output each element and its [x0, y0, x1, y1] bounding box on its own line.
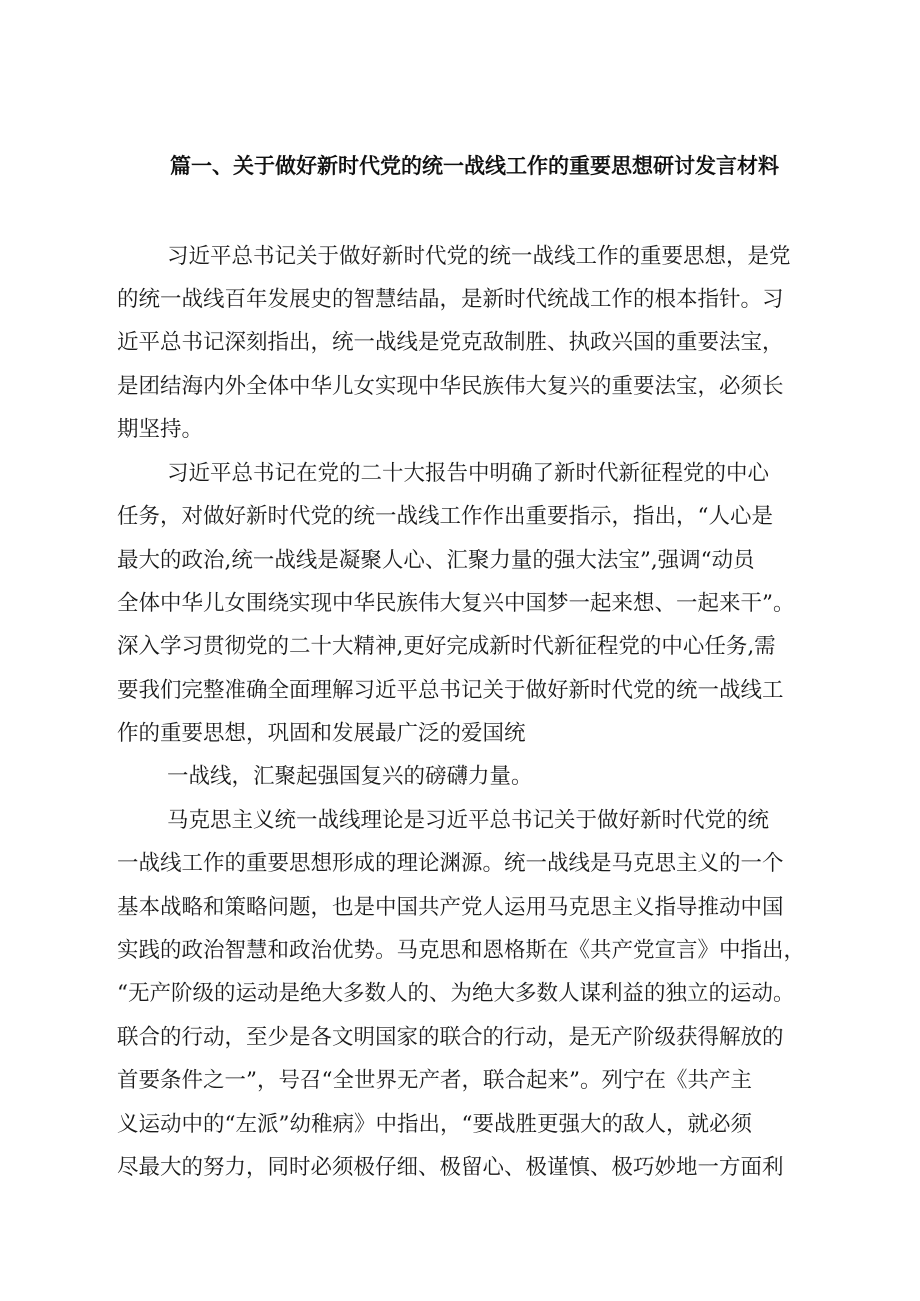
paragraph-4-line-6: 联合的行动，至少是各文明国家的联合的行动，是无产阶级获得解放的 — [117, 1025, 784, 1050]
paragraph-2-line-7: 作的重要思想，巩固和发展最广泛的爱国统 — [117, 721, 526, 746]
paragraph-1-line-4: 是团结海内外全体中华儿女实现中华民族伟大复兴的重要法宝，必须长 — [117, 374, 784, 399]
paragraph-4-line-2: 一战线工作的重要思想形成的理论渊源。统一战线是马克思主义的一个 — [117, 851, 784, 876]
paragraph-2-line-1: 习近平总书记在党的二十大报告中明确了新时代新征程党的中心 — [167, 461, 770, 486]
paragraph-3-line-1: 一战线，汇聚起强国复兴的磅礴力量。 — [167, 764, 533, 789]
paragraph-2-line-2: 任务，对做好新时代党的统一战线工作作出重要指示，指出，“人心是 — [117, 504, 773, 529]
paragraph-2-line-3: 最大的政治,统一战线是凝聚人心、汇聚力量的强大法宝”,强调“动员 — [117, 548, 755, 573]
paragraph-4-line-7: 首要条件之一”，号召“全世界无产者，联合起来”。列宁在《共产主 — [117, 1068, 752, 1093]
paragraph-4-line-4: 实践的政治智慧和政治优势。马克思和恩格斯在《共产党宣言》中指出， — [117, 938, 806, 963]
paragraph-1-line-1: 习近平总书记关于做好新时代党的统一战线工作的重要思想，是党 — [167, 244, 791, 269]
paragraph-4-line-9: 尽最大的努力，同时必须极仔细、极留心、极谨慎、极巧妙地一方面利 — [117, 1155, 784, 1180]
paragraph-4-line-8: 义运动中的“左派”幼稚病》中指出，“要战胜更强大的敌人，就必须 — [117, 1112, 752, 1137]
document-title: 篇一、关于做好新时代党的统一战线工作的重要思想研讨发言材料 — [170, 154, 779, 178]
paragraph-2-line-4: 全体中华儿女围绕实现中华民族伟大复兴中国梦一起来想、一起来干”。 — [117, 591, 795, 616]
paragraph-4-line-3: 基本战略和策略问题，也是中国共产党人运用马克思主义指导推动中国 — [117, 895, 784, 920]
paragraph-4-line-1: 马克思主义统一战线理论是习近平总书记关于做好新时代党的统 — [167, 808, 770, 833]
paragraph-1-line-3: 近平总书记深刻指出，统一战线是党克敌制胜、执政兴国的重要法宝， — [117, 330, 784, 355]
paragraph-1-line-2: 的统一战线百年发展史的智慧结晶，是新时代统战工作的根本指针。习 — [117, 287, 784, 312]
paragraph-2-line-5: 深入学习贯彻党的二十大精神,更好完成新时代新征程党的中心任务,需 — [117, 634, 776, 659]
paragraph-4-line-5: “无产阶级的运动是绝大多数人的、为绝大多数人谋利益的独立的运动。 — [117, 981, 795, 1006]
paragraph-1-line-5: 期坚持。 — [117, 417, 204, 442]
paragraph-2-line-6: 要我们完整准确全面理解习近平总书记关于做好新时代党的统一战线工 — [117, 678, 784, 703]
